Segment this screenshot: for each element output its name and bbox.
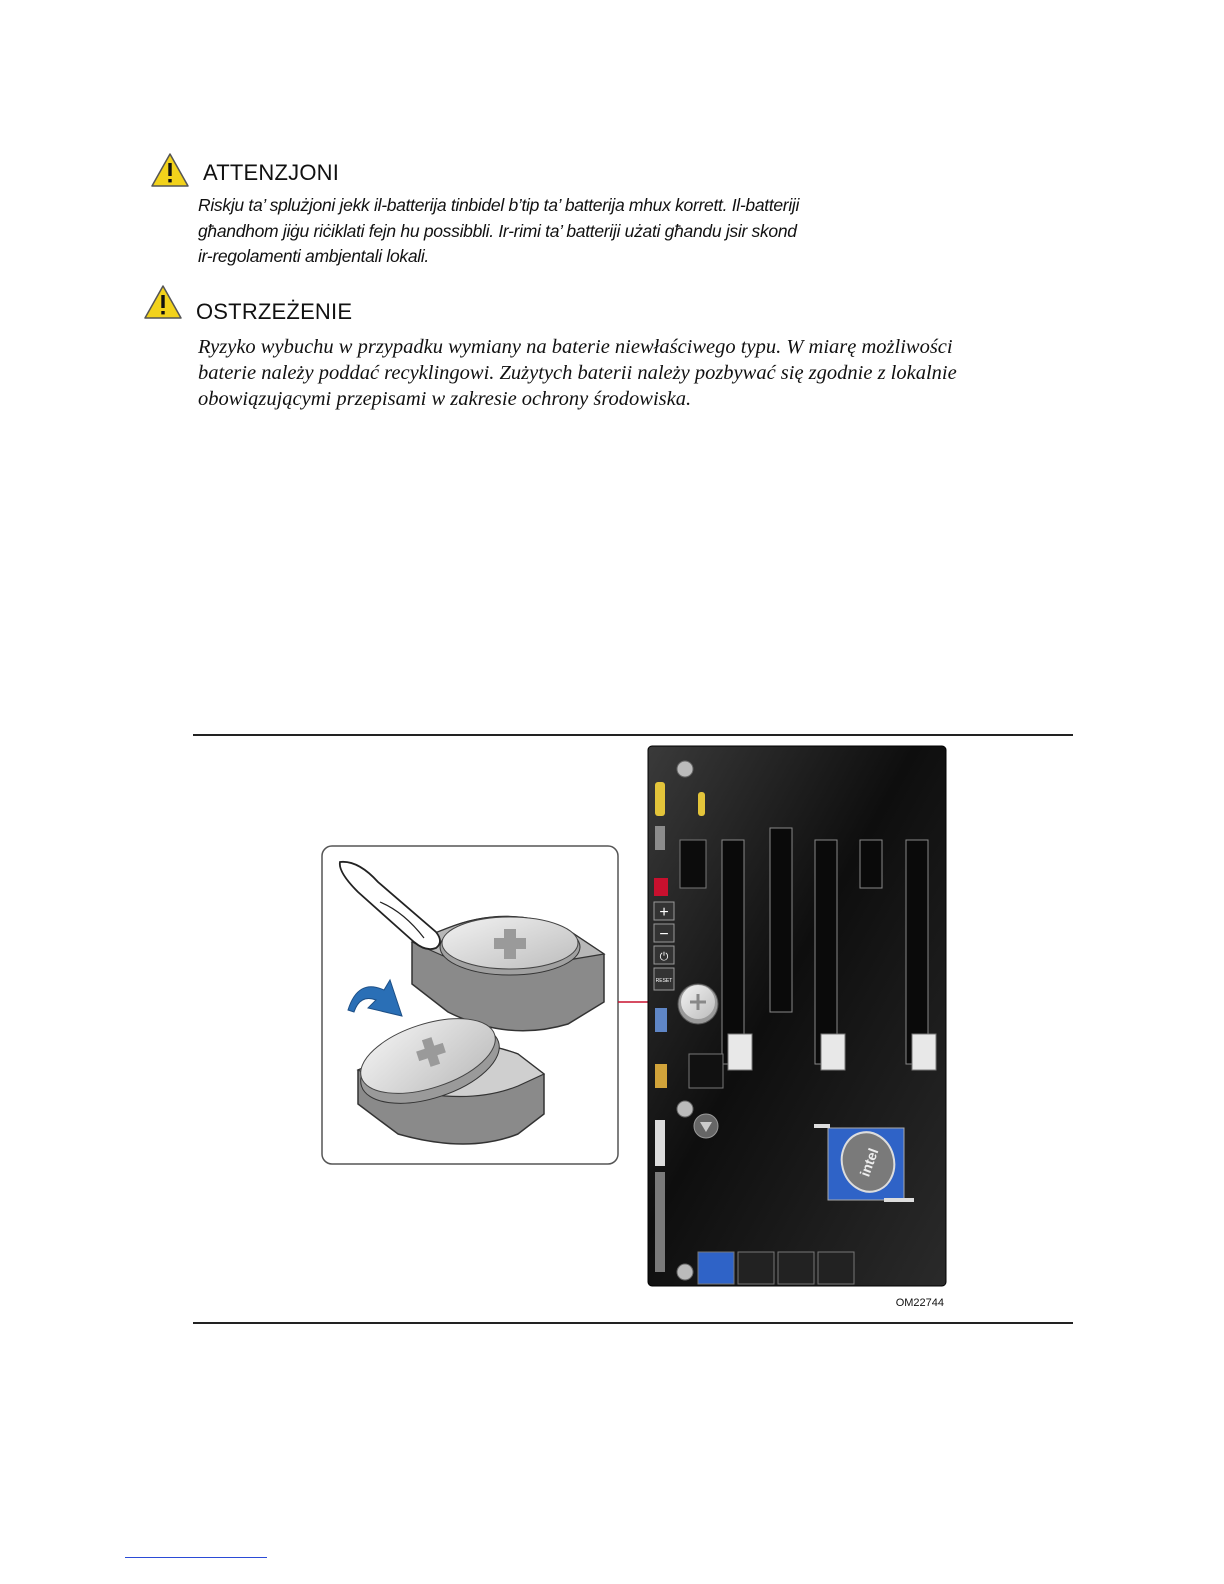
power-label: ⏻ [659, 950, 669, 963]
minus-label: − [659, 926, 669, 943]
motherboard-illustration [648, 746, 946, 1286]
warning-title-mt: ATTENZJONI [203, 160, 340, 185]
cpu-logo-text: intel [856, 1146, 882, 1179]
warning-triangle-icon [143, 284, 183, 320]
board-reset-button-icon [654, 968, 674, 990]
warning-triangle-icon [150, 152, 190, 188]
warning-title-pl: OSTRZEŻENIE [196, 299, 353, 324]
cpu-socket [814, 1124, 914, 1202]
warning-line: Ryzyko wybuchu w przypadku wymiany na baterie niewłaściwego typu. W miarę możliwości [198, 336, 953, 358]
warning-text-mt [198, 193, 958, 270]
figure-bottom-rule [193, 1322, 1073, 1324]
board-minus-button-icon [654, 924, 674, 943]
plus-label: + [659, 904, 669, 921]
battery-removal-inset [322, 846, 618, 1164]
board-power-button-icon [654, 946, 674, 964]
warning-line: għandhom jiġu riċiklati fejn hu possibbli. Ir-rimi ta’ batteriji użati għandu jsir skond [198, 220, 797, 241]
figure-id-label: OM22744 [895, 1297, 944, 1309]
battery-replacement-figure [318, 742, 958, 1317]
figure-top-rule [193, 734, 1073, 736]
warning-line: Riskju ta’ splużjoni jekk il-batterija tinbidel b’tip ta’ batterija mhux korrett. Il-batteriji [198, 195, 800, 215]
warning-line: ir-regolamenti ambjentali lokali. [198, 246, 429, 266]
board-battery-icon [678, 984, 718, 1024]
board-plus-button-icon [654, 902, 674, 921]
warning-text-pl [198, 334, 1078, 412]
warning-line: baterie należy poddać recyklingowi. Zużytych baterii należy pozbywać się zgodnie z lokalnie [198, 362, 957, 384]
warning-line: obowiązującymi przepisami w zakresie ochrony środowiska. [198, 388, 692, 410]
footnote-separator [125, 1557, 267, 1558]
reset-label: RESET [655, 978, 673, 984]
